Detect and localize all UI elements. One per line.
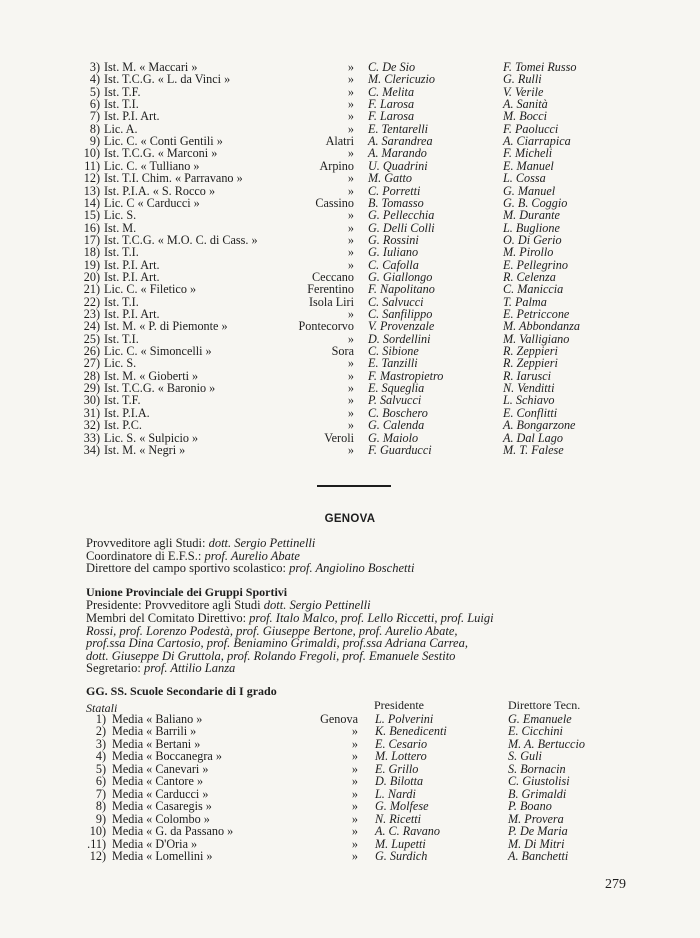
row-number: 3)	[89, 60, 100, 74]
row-number: 22)	[83, 294, 100, 309]
direttore-name: M. Bocci	[503, 109, 547, 124]
direttore-name: R. Celenza	[503, 269, 556, 284]
row-number: 3)	[95, 736, 106, 751]
direttore-name: G. B. Coggio	[503, 195, 568, 210]
presidente-name: C. De Sio	[368, 60, 416, 74]
presidente-name: G. Giallongo	[368, 269, 433, 284]
school-name: Lic. S.	[104, 356, 137, 371]
presidente-name: C. Sibione	[368, 344, 419, 359]
direttore-name: L. Schiavo	[503, 393, 555, 408]
city-name: »	[351, 836, 358, 851]
row-number: 7)	[89, 109, 100, 124]
presidente-name: C. Porretti	[368, 183, 421, 198]
school-name: Ist. T.I.	[104, 245, 139, 260]
table-row	[0, 283, 700, 295]
school-name: Ist. T.C.G. « M.O. C. di Cass. »	[104, 232, 258, 247]
row-number: 19)	[83, 257, 100, 272]
school-name: Ist. T.C.G. « L. da Vinci »	[104, 72, 231, 87]
presidente-name: G. Rossini	[368, 232, 419, 247]
membri-label: Membri del Comitato Direttivo:	[86, 611, 250, 625]
row-number: .11)	[87, 836, 106, 851]
school-name: Lic. C. « Conti Gentili »	[104, 134, 223, 149]
row-number: 7)	[95, 786, 106, 801]
presidente-name: G. Iuliano	[368, 245, 419, 260]
direttore-name: E. Petriccone	[503, 307, 570, 321]
city-name: »	[347, 171, 354, 186]
gg-ss-heading: GG. SS. Scuole Secondarie di I grado	[86, 684, 277, 698]
city-name: »	[351, 786, 358, 801]
city-name: »	[351, 761, 358, 776]
row-number: 15)	[83, 208, 100, 223]
city-name: Ceccano	[312, 269, 354, 284]
direttore-name: S. Bornacin	[508, 761, 566, 776]
table-row	[0, 800, 700, 812]
school-name: Lic. C « Carducci »	[104, 195, 200, 210]
presidente-name: G. Delli Colli	[368, 220, 435, 235]
city-name: »	[351, 749, 358, 764]
provveditore-label: Provveditore agli Studi:	[86, 536, 209, 550]
row-number: 12)	[83, 171, 100, 186]
column-header-presidente: Presidente	[374, 698, 424, 712]
direttore-name: A. Bongarzone	[503, 418, 576, 433]
row-number: 20)	[83, 269, 100, 284]
school-name: Ist. T.I. Chim. « Parravano »	[104, 171, 243, 186]
table-row	[0, 147, 700, 159]
presidente-name: G. Pellecchia	[368, 208, 435, 223]
city-name: Pontecorvo	[298, 319, 354, 334]
direttore-name: L. Buglione	[503, 220, 560, 235]
presidente-name: D. Bilotta	[375, 774, 424, 789]
school-name: Media « Colombo »	[112, 811, 210, 826]
city-name: Cassino	[315, 195, 354, 210]
presidente-label: Presidente: Provveditore agli Studi	[86, 598, 264, 612]
school-name: Media « Baliano »	[112, 712, 203, 726]
direttore-campo-line	[86, 562, 414, 575]
row-number: 5)	[89, 84, 100, 99]
presidente-name: C. Cafolla	[368, 257, 419, 272]
city-name: »	[347, 356, 354, 371]
direttore-name: P. Boano	[508, 799, 552, 814]
city-name: »	[347, 257, 354, 272]
row-number: 31)	[83, 405, 100, 420]
direttore-name: F. Micheli	[503, 146, 553, 161]
row-number: 26)	[83, 344, 100, 359]
city-name: »	[347, 97, 354, 112]
table-row	[0, 110, 700, 122]
membri-line-3: prof.ssa Dina Cartosio, prof. Beniamino Grimaldi, prof.ssa Adriana Carrea,	[86, 636, 468, 650]
section-divider	[317, 485, 391, 487]
city-name: »	[347, 109, 354, 124]
table-row	[0, 209, 700, 221]
city-name: »	[347, 418, 354, 433]
page-number: 279	[605, 877, 626, 892]
presidente-name: A. Sarandrea	[368, 134, 433, 149]
direttore-name: R. Zeppieri	[503, 344, 558, 359]
unione-heading: Unione Provinciale dei Gruppi Sportivi	[86, 585, 288, 599]
direttore-name: T. Palma	[503, 294, 547, 309]
city-name: »	[347, 307, 354, 321]
table-row	[0, 246, 700, 258]
school-name: Ist. M. « Negri »	[104, 442, 186, 457]
school-name: Ist. T.I.	[104, 331, 139, 346]
presidente-name: L. Nardi	[375, 786, 416, 801]
row-number: 9)	[95, 811, 106, 826]
city-name: »	[347, 121, 354, 136]
school-name: Ist. M. « Maccari »	[104, 60, 198, 74]
row-number: 12)	[89, 848, 106, 863]
city-name: »	[347, 60, 354, 74]
direttore-name: M. Valligiano	[503, 331, 570, 346]
presidente-name: D. Sordellini	[368, 331, 431, 346]
school-name: Media « D'Oria »	[112, 836, 198, 851]
direttore-name: C. Giustolisi	[508, 774, 570, 789]
presidente-name: G. Molfese	[375, 799, 429, 814]
presidente-name: G. Surdich	[375, 848, 428, 863]
direttore-name: F. Paolucci	[503, 121, 559, 136]
school-name: Ist. M. « P. di Piemonte »	[104, 319, 228, 334]
row-number: 13)	[83, 183, 100, 198]
city-name: Sora	[331, 344, 354, 359]
school-name: Ist. P.C.	[104, 418, 142, 433]
direttore-name: E. Pellegrino	[503, 257, 568, 272]
row-number: 6)	[89, 97, 100, 112]
direttore-name: M. Durante	[503, 208, 560, 223]
row-number: 11)	[84, 158, 100, 173]
presidente-name: M. Lottero	[375, 749, 427, 764]
presidente-name: F. Guarducci	[368, 442, 432, 457]
presidente-name: C. Melita	[368, 84, 415, 99]
school-name: Lic. S. « Sulpicio »	[104, 430, 199, 445]
school-name: Ist. P.I. Art.	[104, 269, 160, 284]
presidente-name: F. Larosa	[368, 97, 415, 112]
direttore-name: G. Rulli	[503, 72, 542, 87]
school-name: Ist. T.F.	[104, 393, 141, 408]
presidente-name: E. Tanzilli	[368, 356, 418, 371]
row-number: 5)	[95, 761, 106, 776]
direttore-name: O. Di Gerio	[503, 232, 562, 247]
school-name: Lic. S.	[104, 208, 137, 223]
school-name: Media « Canevari »	[112, 761, 209, 776]
city-name: »	[347, 245, 354, 260]
direttore-name: S. Guli	[508, 749, 542, 764]
direttore-campo-label: Direttore del campo sportivo scolastico:	[86, 561, 290, 575]
row-number: 16)	[83, 220, 100, 235]
direttore-name: A. Banchetti	[508, 848, 569, 863]
row-number: 33)	[83, 430, 100, 445]
city-name: »	[347, 84, 354, 99]
direttore-name: E. Manuel	[503, 158, 554, 173]
direttore-name: M. Di Mitri	[508, 836, 565, 851]
direttore-name: R. Zeppieri	[503, 356, 558, 371]
presidente-name: E. Grillo	[375, 761, 419, 776]
presidente-name: E. Cesario	[375, 736, 428, 751]
table-row	[0, 419, 700, 431]
row-number: 23)	[83, 307, 100, 321]
city-name: »	[351, 724, 358, 739]
row-number: 14)	[83, 195, 100, 210]
direttore-name: E. Conflitti	[503, 405, 558, 420]
row-number: 2)	[95, 724, 106, 739]
presidente-name: F. Mastropietro	[368, 368, 444, 383]
provveditore-name: dott. Sergio Pettinelli	[208, 536, 316, 550]
presidente-name: E. Squeglia	[368, 381, 425, 396]
school-name: Media « Bertani »	[112, 736, 201, 751]
school-name: Ist. T.C.G. « Baronio »	[104, 381, 216, 396]
row-number: 6)	[95, 774, 106, 789]
table-row	[0, 320, 700, 332]
presidente-name: A. Marando	[368, 146, 427, 161]
city-name: »	[347, 405, 354, 420]
presidente-name: K. Benedicenti	[375, 724, 447, 739]
presidente-name: F. Napolitano	[368, 282, 435, 297]
city-name: »	[347, 72, 354, 87]
school-name: Ist. P.I.A. « S. Rocco »	[104, 183, 216, 198]
city-name: »	[347, 368, 354, 383]
table-row	[0, 775, 700, 787]
row-number: 25)	[83, 331, 100, 346]
city-name: »	[347, 232, 354, 247]
city-name: »	[351, 848, 358, 863]
presidente-name: E. Tentarelli	[368, 121, 429, 136]
city-name: Ferentino	[307, 282, 354, 297]
direttore-name: G. Emanuele	[508, 712, 572, 726]
direttore-name: M. Abbondanza	[503, 319, 580, 334]
school-name: Ist. P.I. Art.	[104, 257, 160, 272]
city-name: »	[347, 183, 354, 198]
school-name: Lic. C. « Simoncelli »	[104, 344, 212, 359]
segretario-line	[86, 662, 235, 675]
presidente-name: L. Polverini	[375, 712, 434, 726]
direttore-name: V. Verile	[503, 84, 544, 99]
direttore-name: A. Ciarrapica	[503, 134, 571, 149]
row-number: 4)	[89, 72, 100, 87]
city-name: »	[347, 146, 354, 161]
presidente-name: M. Lupetti	[375, 836, 426, 851]
direttore-name: E. Cicchini	[508, 724, 563, 739]
city-name: »	[347, 393, 354, 408]
direttore-name: P. De Maria	[508, 824, 568, 839]
city-name: »	[351, 799, 358, 814]
presidente-name: G. Maiolo	[368, 430, 419, 445]
city-name: »	[351, 774, 358, 789]
school-name: Ist. M.	[104, 220, 137, 235]
row-number: 4)	[95, 749, 106, 764]
presidente-name: B. Tomasso	[368, 195, 424, 210]
school-name: Ist. P.I. Art.	[104, 109, 160, 124]
school-name: Media « G. da Passano »	[112, 824, 234, 839]
school-name: Lic. A.	[104, 121, 138, 136]
row-number: 9)	[89, 134, 100, 149]
row-number: 27)	[83, 356, 100, 371]
row-number: 29)	[83, 381, 100, 396]
city-name: »	[347, 220, 354, 235]
row-number: 10)	[83, 146, 100, 161]
school-name: Media « Lomellini »	[112, 848, 213, 863]
section-heading-genova: GENOVA	[324, 513, 376, 525]
row-number: 32)	[83, 418, 100, 433]
direttore-name: F. Tomei Russo	[503, 60, 577, 74]
column-header-direttore: Direttore Tecn.	[508, 698, 581, 712]
presidente-name: G. Calenda	[368, 418, 425, 433]
table-row	[0, 750, 700, 762]
city-name: Isola Liri	[308, 294, 354, 309]
presidente-name: F. Larosa	[368, 109, 415, 124]
membri-line-2: Rossi, prof. Lorenzo Podestà, prof. Giuseppe Bertone, prof. Aurelio Abate,	[86, 623, 458, 638]
city-name: Arpino	[319, 158, 354, 173]
table-row	[0, 725, 700, 737]
city-name: »	[351, 824, 358, 839]
school-name: Lic. C. « Filetico »	[104, 282, 197, 297]
statali-label: Statali	[86, 701, 118, 715]
direttore-name: A. Dal Lago	[503, 430, 563, 445]
presidente-name: C. Sanfilippo	[368, 307, 433, 321]
direttore-name: M. Provera	[508, 811, 564, 826]
row-number: 10)	[89, 824, 106, 839]
table-row	[0, 394, 700, 406]
school-name: Ist. P.I.A.	[104, 405, 150, 420]
table-row	[0, 825, 700, 837]
presidente-name: V. Provenzale	[368, 319, 435, 334]
segretario-name: prof. Attilio Lanza	[143, 661, 236, 675]
table-row	[0, 850, 700, 862]
table-row	[0, 73, 700, 85]
row-number: 34)	[83, 442, 100, 457]
row-number: 30)	[83, 393, 100, 408]
row-number: 8)	[89, 121, 100, 136]
row-number: 28)	[83, 368, 100, 383]
presidente-name: U. Quadrini	[368, 158, 428, 173]
school-name: Ist. T.I.	[104, 97, 139, 112]
direttore-name: A. Sanità	[503, 97, 548, 112]
direttore-name: M. Pirollo	[503, 245, 554, 260]
coordinatore-label: Coordinatore di E.F.S.:	[86, 548, 205, 563]
segretario-label: Segretario:	[86, 661, 144, 675]
row-number: 17)	[83, 232, 100, 247]
school-name: Media « Boccanegra »	[112, 749, 222, 764]
direttore-name: C. Maniccia	[503, 282, 564, 297]
direttore-name: N. Venditti	[503, 381, 555, 396]
row-number: 1)	[95, 712, 106, 726]
direttore-name: M. T. Falese	[503, 442, 564, 457]
school-name: Media « Casaregis »	[112, 799, 212, 814]
school-name: Media « Carducci »	[112, 786, 209, 801]
row-number: 8)	[95, 799, 106, 814]
city-name: »	[347, 381, 354, 396]
table-row	[0, 357, 700, 369]
city-name: Alatri	[325, 134, 354, 149]
direttore-name: R. Iarusci	[503, 368, 552, 383]
table-row	[0, 444, 700, 456]
direttore-campo-name: prof. Angiolino Boschetti	[289, 561, 415, 575]
row-number: 21)	[83, 282, 100, 297]
city-name: »	[347, 331, 354, 346]
presidente-name: A. C. Ravano	[375, 824, 440, 839]
city-name: »	[351, 736, 358, 751]
row-number: 24)	[83, 319, 100, 334]
direttore-name: L. Cossa	[503, 171, 546, 186]
city-name: »	[347, 208, 354, 223]
presidente-name: P. Salvucci	[368, 393, 422, 408]
school-name: Media « Cantore »	[112, 774, 204, 789]
presidente-name: C. Boschero	[368, 405, 428, 420]
presidente-name: C. Salvucci	[368, 294, 424, 309]
city-name: »	[351, 811, 358, 826]
row-number: 18)	[83, 245, 100, 260]
membri-line-4: dott. Giuseppe Di Gruttola, prof. Rolando Fregoli, prof. Emanuele Sestito	[86, 648, 456, 663]
school-name: Lic. C. « Tulliano »	[104, 158, 200, 173]
presidente-name: dott. Sergio Pettinelli	[263, 598, 371, 612]
membri-names-1: prof. Italo Malco, prof. Lello Riccetti, prof. Luigi	[249, 611, 494, 625]
school-name: Ist. T.C.G. « Marconi »	[104, 146, 218, 161]
table-row	[0, 172, 700, 184]
city-name: »	[347, 442, 354, 457]
presidente-name: N. Ricetti	[375, 811, 422, 826]
school-name: Media « Barrili »	[112, 724, 197, 739]
school-name: Ist. T.I.	[104, 294, 139, 309]
school-name: Ist. P.I. Art.	[104, 307, 160, 321]
school-name: Ist. M. « Gioberti »	[104, 368, 199, 383]
city-name: Genova	[320, 712, 358, 726]
coordinatore-name: prof. Aurelio Abate	[204, 548, 300, 563]
city-name: Veroli	[324, 430, 354, 445]
direttore-name: G. Manuel	[503, 183, 556, 198]
school-name: Ist. T.F.	[104, 84, 141, 99]
presidente-name: M. Gatto	[368, 171, 413, 186]
direttore-name: M. A. Bertuccio	[508, 736, 585, 751]
direttore-name: B. Grimaldi	[508, 786, 567, 801]
presidente-name: M. Clericuzio	[368, 72, 436, 87]
